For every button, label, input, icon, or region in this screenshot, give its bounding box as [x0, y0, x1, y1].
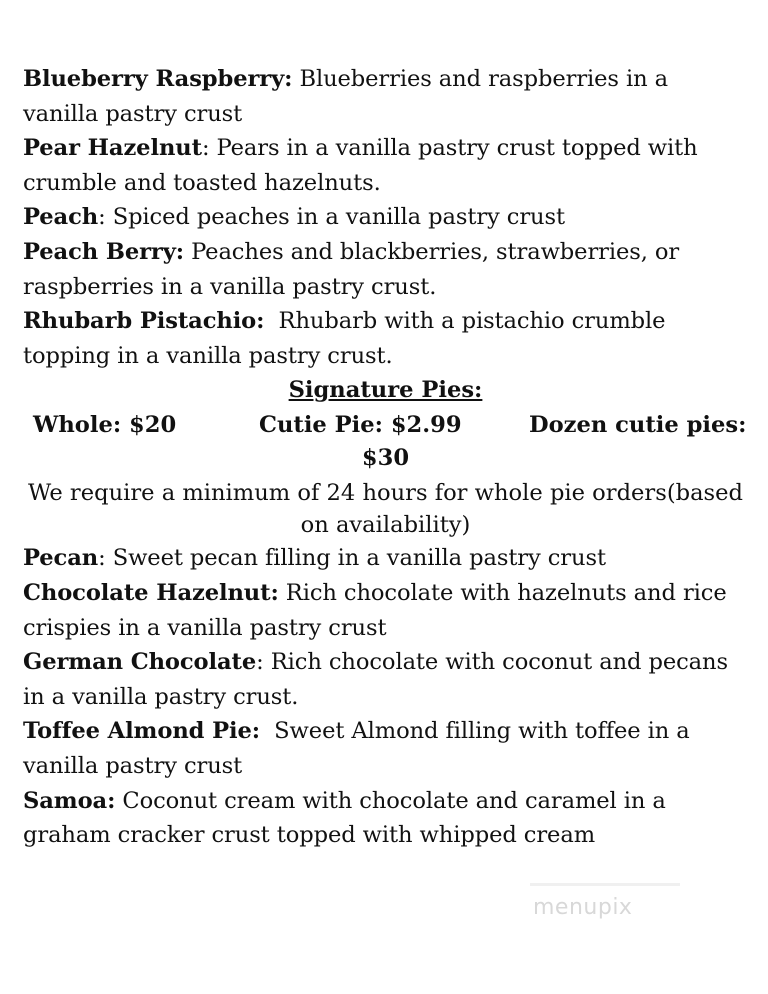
pie-list-top	[23, 62, 748, 373]
item-name: Peach Berry:	[23, 238, 184, 265]
menu-content	[23, 62, 748, 853]
item-name: Pecan	[23, 545, 99, 572]
menu-item	[23, 784, 748, 853]
menu-item	[23, 714, 748, 783]
menu-item	[23, 576, 748, 645]
item-name: German Chocolate	[23, 649, 257, 676]
menu-item	[23, 645, 748, 714]
menu-item	[23, 200, 748, 235]
price-whole: Whole: $20	[33, 412, 177, 439]
item-description: Rhubarb with a pistachio crumble topping in a vanilla pastry crust.	[23, 308, 673, 369]
order-note: We require a minimum of 24 hours for whole pie orders(based on availability)	[28, 480, 743, 539]
item-name: Toffee Almond Pie:	[23, 718, 261, 745]
menu-item	[23, 235, 748, 304]
pie-list-bottom	[23, 541, 748, 852]
price-row	[23, 407, 748, 443]
item-description: Rich chocolate with hazelnuts and rice crispies in a vanilla pastry crust	[23, 579, 727, 641]
item-description: : Pears in a vanilla pastry crust topped with crumble and toasted hazelnuts.	[23, 135, 698, 196]
item-name: Peach	[23, 204, 99, 231]
item-name: Rhubarb Pistachio:	[23, 308, 265, 335]
price-dozen-amount: $30	[361, 445, 410, 472]
price-dozen-label: Dozen cutie pies:	[529, 412, 747, 439]
item-description: : Sweet pecan filling in a vanilla pastry crust	[98, 545, 606, 572]
item-name: Samoa:	[23, 787, 116, 814]
item-description: : Rich chocolate with coconut and pecans in a vanilla pastry crust.	[23, 649, 728, 710]
item-description: Peaches and blackberries, strawberries, or raspberries in a vanilla pastry crust.	[23, 238, 680, 300]
item-description: Coconut cream with chocolate and caramel in a graham cracker crust topped with whipped cream	[23, 787, 666, 849]
item-description: Blueberries and raspberries in a vanilla pastry crust	[23, 66, 669, 127]
menupix-watermark: menupix	[533, 895, 633, 920]
item-name: Chocolate Hazelnut:	[23, 579, 279, 606]
menu-item	[23, 541, 748, 576]
menu-item	[23, 304, 748, 373]
price-cutie-pie: Cutie Pie: $2.99	[259, 412, 462, 439]
item-description: Sweet Almond filling with toffee in a vanilla pastry crust	[23, 718, 697, 779]
menu-item	[23, 62, 748, 131]
item-description: : Spiced peaches in a vanilla pastry crust	[98, 204, 565, 231]
signature-pies-heading: Signature Pies:	[288, 377, 483, 404]
item-name: Pear Hazelnut	[23, 135, 202, 162]
menu-item	[23, 131, 748, 200]
watermark-bar	[530, 883, 680, 886]
item-name: Blueberry Raspberry:	[23, 66, 293, 92]
